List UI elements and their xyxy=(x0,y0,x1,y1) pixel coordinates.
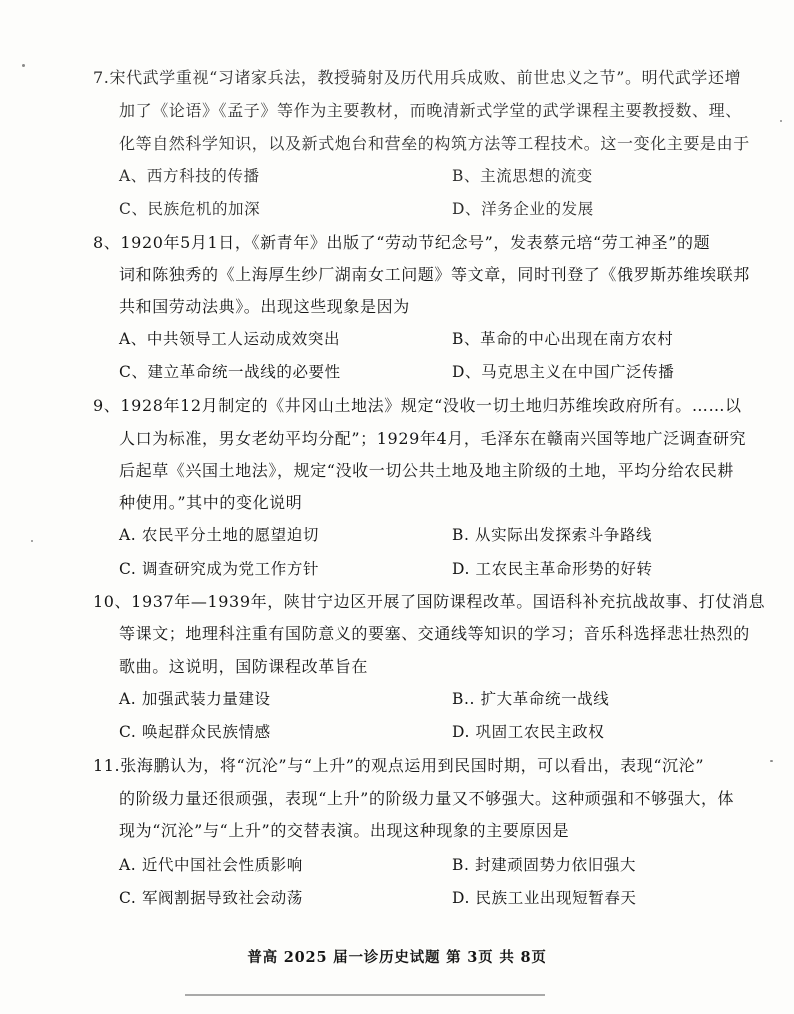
question-10-option-d: D. 巩固工农民主政权 xyxy=(452,723,605,741)
question-9-option-c: C. 调查研究成为党工作方针 xyxy=(119,560,320,578)
question-11-line-1: 11.张海鹏认为，将“沉沦”与“上升”的观点运用到民国时期，可以看出，表现“沉沦” xyxy=(93,756,705,775)
question-9-line-4: 种使用。”其中的变化说明 xyxy=(119,493,303,512)
question-11-option-a: A. 近代中国社会性质影响 xyxy=(119,856,303,874)
page-footer: 普高 2025 届一诊历史试题 第 3页 共 8页 xyxy=(247,949,547,966)
question-10-option-a: A. 加强武装力量建设 xyxy=(119,690,271,708)
question-9-line-3: 后起草《兴国土地法》，规定“没收一切公共土地及地主阶级的土地，平均分给农民耕 xyxy=(119,461,734,480)
question-9-line-1: 9、1928年12月制定的《井冈山土地法》规定“没收一切土地归苏维埃政府所有。……以 xyxy=(93,396,742,415)
question-8-number: 8、 xyxy=(93,233,121,252)
question-7-number: 7. xyxy=(93,68,110,87)
question-11-line-2: 的阶级力量还很顽强，表现“上升”的阶级力量又不够强大。这种顽强和不够强大，体 xyxy=(119,789,735,808)
question-10-option-b: B.. 扩大革命统一战线 xyxy=(452,690,610,708)
question-7-line-1: 7.宋代武学重视“习诸家兵法，教授骑射及历代用兵成败、前世忠义之节”。明代武学还增 xyxy=(93,68,742,87)
question-8-option-c: C、建立革命统一战线的必要性 xyxy=(119,363,341,381)
question-9-option-d: D. 工农民主革命形势的好转 xyxy=(452,560,653,578)
question-8-line-2: 词和陈独秀的《上海厚生纱厂湖南女工问题》等文章，同时刊登了《俄罗斯苏维埃联邦 xyxy=(119,265,750,284)
question-9-option-a: A. 农民平分土地的愿望迫切 xyxy=(119,526,319,544)
question-8-option-a: A、中共领导工人运动成效突出 xyxy=(119,330,341,348)
question-10-line-2: 等课文；地理科注重有国防意义的要塞、交通线等知识的学习；音乐科选择悲壮热烈的 xyxy=(119,624,750,643)
question-11-number: 11. xyxy=(93,756,121,775)
question-10-line-3: 歌曲。这说明，国防课程改革旨在 xyxy=(119,657,369,676)
question-8-option-b: B、革命的中心出现在南方农村 xyxy=(452,330,674,348)
question-7-line-2: 加了《论语》《孟子》等作为主要教材，而晚清新式学堂的武学课程主要教授数、理、 xyxy=(119,101,742,120)
question-9-number: 9、 xyxy=(93,396,121,415)
question-11-option-c: C. 军阀割据导致社会动荡 xyxy=(119,889,303,907)
question-8-line-3: 共和国劳动法典》。出现这些现象是因为 xyxy=(119,297,410,316)
question-9-line-2: 人口为标准，男女老幼平均分配”；1929年4月，毛泽东在赣南兴国等地广泛调查研究 xyxy=(119,429,747,448)
scan-edge-rule xyxy=(185,994,545,996)
scan-speck xyxy=(770,760,773,762)
question-8-line-1: 8、1920年5月1日，《新青年》出版了“劳动节纪念号”，发表蔡元培“劳工神圣”的题 xyxy=(93,233,711,252)
question-10-number: 10、 xyxy=(93,592,132,611)
scan-speck xyxy=(22,64,25,67)
question-11-line-3: 现为“沉沦”与“上升”的交替表演。出现这种现象的主要原因是 xyxy=(119,821,570,840)
question-7-option-c: C、民族危机的加深 xyxy=(119,200,261,218)
question-7-option-a: A、西方科技的传播 xyxy=(119,167,260,185)
question-8-option-d: D、马克思主义在中国广泛传播 xyxy=(452,363,675,381)
scan-speck xyxy=(780,120,782,122)
question-11-option-d: D. 民族工业出现短暂春天 xyxy=(452,889,637,907)
scan-speck xyxy=(31,540,33,542)
question-9-option-b: B. 从实际出发探索斗争路线 xyxy=(452,526,653,544)
question-7-option-b: B、主流思想的流变 xyxy=(452,167,593,185)
question-10-line-1: 10、1937年—1939年，陕甘宁边区开展了国防课程改革。国语科补充抗战故事、打仗消息 xyxy=(93,592,766,611)
question-7-option-d: D、洋务企业的发展 xyxy=(452,200,594,218)
question-7-line-3: 化等自然科学知识，以及新式炮台和营垒的构筑方法等工程技术。这一变化主要是由于 xyxy=(119,134,750,153)
question-10-option-c: C. 唤起群众民族情感 xyxy=(119,723,271,741)
question-11-option-b: B. 封建顽固势力依旧强大 xyxy=(452,856,637,874)
